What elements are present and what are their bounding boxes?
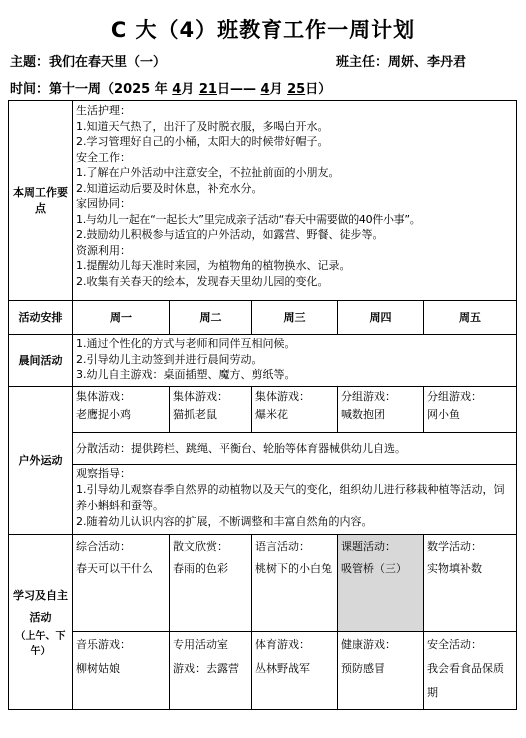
study-activity-7 [170,632,252,710]
game-name: 网小鱼 [427,408,460,421]
morning-line: 3.幼儿自主游戏：桌面插塑、魔方、剪纸等。 [76,368,296,381]
guide-line: 2.随着幼儿认识内容的扩展，不断调整和丰富自然角的内容。 [76,515,373,528]
study-label-cell [9,535,73,710]
focus-line: 1.提醒幼儿每天准时来园，为植物角的植物换水、记录。 [76,259,351,272]
outdoor-game-1 [73,387,170,433]
study-label: 学习及自主活动 [13,589,68,624]
activity-name: 吸管桥（三） [341,562,407,575]
activity-name: 柳树姑娘 [76,662,120,675]
morning-row [9,335,517,387]
month-char-2: 月 [269,82,283,97]
game-type: 集体游戏： [76,390,131,403]
game-type: 集体游戏： [255,390,310,403]
activity-type: 课题活动： [341,540,396,553]
study-activity-2 [170,535,252,632]
study-activity-8 [252,632,338,710]
study-activity-4 [338,535,424,632]
game-name: 猫抓老鼠 [173,408,217,421]
study-row-2 [9,632,517,710]
time-row [10,78,331,97]
activity-name: 游戏：去露营 [173,662,239,675]
plan-table [8,100,517,710]
focus-line: 资源利用： [76,243,131,257]
end-day: 25 [287,82,306,97]
outdoor-game-3 [252,387,338,433]
theme-row [10,51,166,70]
morning-label: 晨间活动 [9,335,73,387]
study-row-1 [9,535,517,632]
date-open: （2025 年 [101,82,168,97]
guide-line: 观察指导： [76,467,131,480]
game-name: 爆米花 [255,408,288,421]
focus-label: 本周工作要点 [9,101,73,301]
focus-line: 家园协同： [76,197,131,210]
study-activity-5 [424,535,517,632]
outdoor-group-row [9,387,517,433]
outdoor-game-4 [338,387,424,433]
teacher-value: 周妍、李丹君 [388,55,467,70]
date-close: ） [318,82,332,97]
focus-line: 1.知道天气热了，出汗了及时脱衣服，多喝白开水。 [76,119,329,133]
theme-value: 我们在春天里（一） [49,55,167,70]
focus-row [9,101,517,301]
end-month: 4 [260,82,270,97]
activity-type: 语言活动： [255,540,310,553]
focus-line: 生活护理： [76,104,131,117]
teacher-label: 班主任： [336,55,389,70]
activity-name: 丛林野战军 [255,662,310,675]
day-wednesday: 周三 [252,301,338,335]
month-char-1: 月 [181,82,195,97]
activity-type: 专用活动室 [173,638,228,651]
activity-type: 体育游戏： [255,638,310,651]
schedule-row [9,301,517,335]
focus-content [73,101,517,301]
day-friday: 周五 [424,301,517,335]
activity-type: 健康游戏： [341,638,396,651]
morning-line: 1.通过个性化的方式与老师和同伴互相问候。 [76,337,296,350]
game-name: 老鹰捉小鸡 [76,408,131,421]
schedule-label: 活动安排 [9,301,73,335]
activity-type: 散文欣赏： [173,540,228,553]
outdoor-scattered-row [9,433,517,465]
week-value: 第十一周 [49,82,102,97]
game-type: 集体游戏： [173,390,228,403]
morning-line: 2.引导幼儿主动签到并进行晨间劳动。 [76,352,263,366]
activity-name: 春雨的色彩 [173,562,228,575]
day-monday: 周一 [73,301,170,335]
activity-name: 我会看食品保质期 [427,662,504,699]
focus-line: 1.了解在户外活动中注意安全，不拉扯前面的小朋友。 [76,166,340,179]
day-char-2: 日 [305,82,319,97]
game-name: 喊数抱团 [341,408,385,421]
focus-line: 安全工作： [76,150,131,164]
start-day: 21 [198,82,217,97]
study-sublabel: （上午、下午） [15,631,66,657]
start-month: 4 [172,82,182,97]
teacher-row [336,51,466,70]
day-tuesday: 周二 [170,301,252,335]
focus-line: 2.收集有关春天的绘本，发现春天里幼儿园的变化。 [76,274,329,288]
morning-content [73,335,517,387]
game-type: 分组游戏： [427,390,482,403]
outdoor-game-5 [424,387,517,433]
activity-name: 实物填补数 [427,562,482,575]
activity-type: 音乐游戏： [76,638,131,651]
activity-type: 综合活动： [76,540,131,553]
time-label: 时间： [10,82,50,97]
study-activity-9 [338,632,424,710]
outdoor-game-2 [170,387,252,433]
page-title: C 大（4）班教育工作一周计划 [110,18,416,42]
focus-line: 2.鼓励幼儿积极参与适宜的户外活动，如露营、野餐、徒步等。 [76,228,384,241]
focus-line: 1.与幼儿一起在“一起长大”里完成亲子活动“春天中需要做的40件小事”。 [76,212,421,226]
activity-type: 安全活动： [427,638,482,651]
activity-type: 数学活动： [427,540,482,553]
game-type: 分组游戏： [341,390,396,403]
outdoor-scattered: 分散活动：提供跨栏、跳绳、平衡台、轮胎等体育器械供幼儿自选。 [73,433,517,465]
date-dash: —— [229,82,256,97]
day-char-1: 日 [216,82,230,97]
outdoor-guide [73,465,517,535]
outdoor-guide-row [9,465,517,535]
study-activity-10 [424,632,517,710]
outdoor-label: 户外运动 [9,387,73,535]
guide-line: 1.引导幼儿观察春季自然界的动植物以及天气的变化，组织幼儿进行移栽种植等活动，饲养小蝌蚪和蚕等。 [76,483,505,512]
activity-name: 春天可以干什么 [76,562,153,575]
focus-line: 2.学习管理好自己的小桶，太阳大的时候带好帽子。 [76,135,329,148]
activity-name: 桃树下的小白兔 [255,562,332,575]
activity-name: 预防感冒 [341,662,385,675]
study-activity-3 [252,535,338,632]
day-thursday: 周四 [338,301,424,335]
focus-line: 2.知道运动后要及时休息，补充水分。 [76,181,263,195]
study-activity-6 [73,632,170,710]
study-activity-1 [73,535,170,632]
theme-label: 主题： [10,55,50,70]
